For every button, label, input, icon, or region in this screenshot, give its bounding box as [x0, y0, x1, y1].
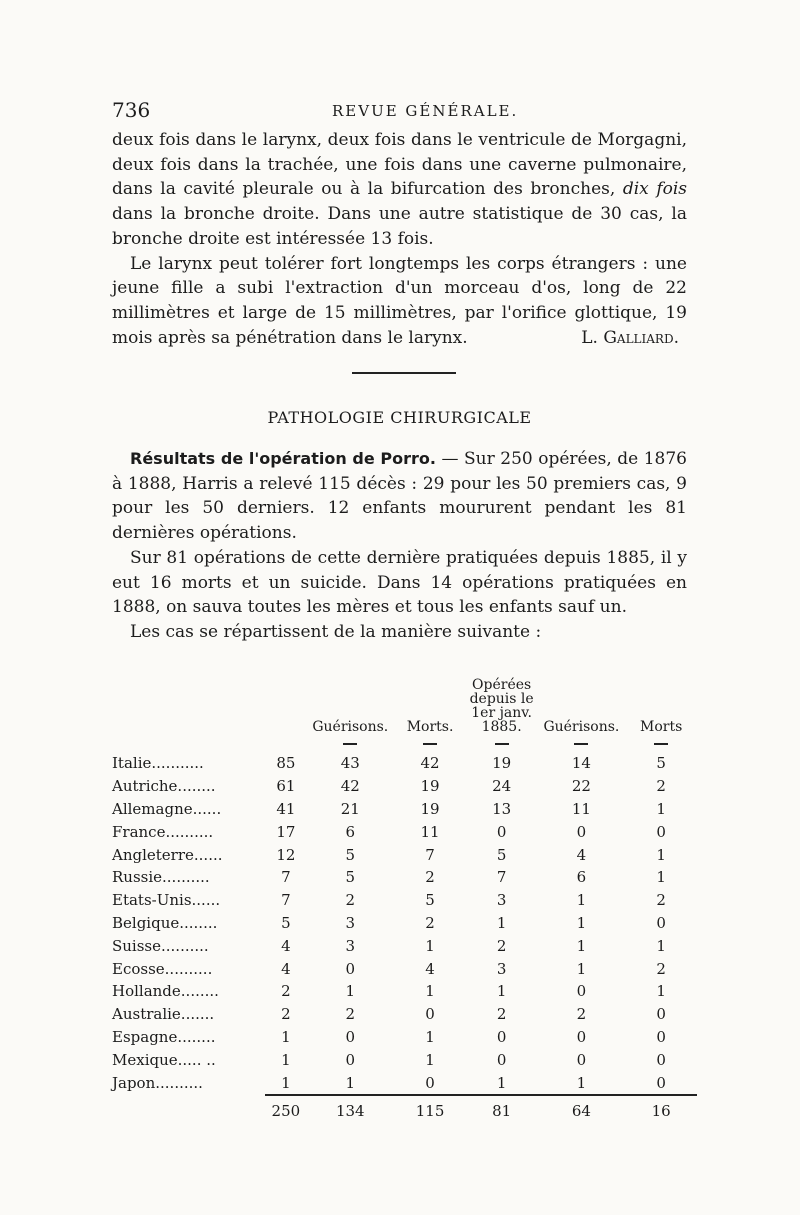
cell-total: 2	[281, 982, 291, 1001]
cell-morts: 5	[425, 891, 435, 910]
cell-morts: 19	[420, 777, 440, 796]
intro-paragraph-1-a: deux fois dans le larynx, deux fois dans le ventricule de Morgagni, deux fois dans la trachée, une fois dans une caverne pulmonaire, dans la cavité pleurale ou à la bifurcation des bronches,	[112, 130, 687, 200]
cell-morts-2: 2	[656, 777, 666, 796]
header-operees-line1: Opérées	[472, 677, 532, 693]
page-header	[112, 98, 687, 124]
cell-country: Allemagne......	[112, 799, 222, 818]
cell-since: 2	[496, 936, 507, 955]
cell-morts-2: 1	[656, 799, 666, 818]
dash-cell	[625, 734, 697, 752]
cell-morts-2: 0	[656, 1005, 666, 1024]
cell-guerisons-2: 0	[576, 982, 587, 1001]
section-divider	[352, 372, 456, 374]
cell-morts: 19	[420, 799, 440, 818]
table-row	[112, 752, 697, 775]
cell-morts-2: 2	[656, 891, 666, 910]
cell-total: 85	[276, 754, 296, 773]
cell-since: 0	[496, 822, 507, 841]
section-paragraph-1	[112, 447, 687, 546]
header-guerisons-2: Guérisons.	[543, 719, 620, 735]
intro-paragraph-1-b: dans la bronche droite. Dans une autre statistique de 30 cas, la bronche droite est intéressée 13 fois.	[112, 204, 687, 249]
intro-text	[112, 128, 687, 350]
cell-country: Belgique........	[112, 913, 218, 932]
cell-country: Autriche........	[112, 777, 216, 796]
dash-cell	[306, 734, 394, 752]
table-body	[112, 752, 697, 1095]
cell-since: 3	[496, 959, 507, 978]
cell-morts-2: 0	[656, 1027, 666, 1046]
section-paragraph-2: Sur 81 opérations de cette dernière pratiquées depuis 1885, il y eut 16 morts et un suicide. Dans 14 opérations pratiquées en 1888, on sauva toutes les mères et tous les enfants sauf un.	[112, 547, 687, 618]
cell-morts: 2	[425, 913, 435, 932]
cell-guerisons-2: 0	[576, 822, 587, 841]
cell-guerisons: 5	[345, 845, 356, 864]
cell-guerisons: 0	[345, 959, 356, 978]
dash-empty	[112, 734, 265, 752]
cell-since: 13	[492, 799, 512, 818]
cell-guerisons-2: 0	[576, 1027, 587, 1046]
table-row	[112, 843, 697, 866]
cell-morts: 0	[425, 1005, 435, 1024]
cell-morts-2: 1	[656, 936, 666, 955]
header-morts-2: Morts	[640, 719, 683, 735]
cell-morts: 4	[425, 959, 435, 978]
cell-morts-2: 2	[656, 959, 666, 978]
cell-guerisons: 3	[345, 936, 356, 955]
cell-guerisons-2: 1	[576, 891, 587, 910]
cell-morts: 42	[420, 754, 440, 773]
header-operees	[466, 662, 538, 734]
header-morts: Morts.	[406, 719, 454, 735]
cell-guerisons-2: 1	[576, 959, 587, 978]
cell-guerisons-2: 22	[571, 777, 591, 796]
running-title: REVUE GÉNÉRALE.	[332, 102, 519, 120]
cell-since: 5	[496, 845, 507, 864]
cell-morts-2: 0	[656, 913, 666, 932]
cell-since: 3	[496, 891, 507, 910]
cell-guerisons-2: 2	[576, 1005, 587, 1024]
cell-since: 19	[492, 754, 512, 773]
cell-guerisons-2: 1	[576, 913, 587, 932]
cell-total: 4	[281, 959, 291, 978]
totals-row	[112, 1095, 697, 1123]
cell-total: 12	[276, 845, 296, 864]
cell-total: 17	[276, 822, 296, 841]
table-dash-row	[112, 734, 697, 752]
header-total	[265, 662, 306, 734]
dash-cell	[537, 734, 625, 752]
dash-empty-2	[265, 734, 306, 752]
table-row	[112, 957, 697, 980]
table-row	[112, 889, 697, 912]
cell-since: 1	[496, 982, 507, 1001]
cell-country: France..........	[112, 822, 214, 841]
cell-morts: 1	[425, 936, 435, 955]
totals-guerisons-2: 64	[537, 1095, 625, 1123]
cell-country: Mexique..... ..	[112, 1050, 216, 1069]
section-text	[112, 447, 687, 645]
header-operees-line2: depuis le	[469, 691, 534, 707]
table-row	[112, 1003, 697, 1026]
cell-guerisons: 6	[345, 822, 356, 841]
table-row	[112, 866, 697, 889]
cell-since: 0	[496, 1050, 507, 1069]
table-row	[112, 798, 697, 821]
table-row	[112, 775, 697, 798]
cell-total: 2	[281, 1005, 291, 1024]
signature: L. Galliard.	[581, 327, 679, 348]
cell-total: 41	[276, 799, 296, 818]
cell-guerisons: 2	[345, 891, 356, 910]
cell-morts-2: 0	[656, 1050, 666, 1069]
intro-paragraph-1	[112, 128, 687, 252]
cell-total: 1	[281, 1073, 291, 1092]
totals-total: 250	[265, 1095, 306, 1123]
cell-guerisons: 0	[345, 1027, 356, 1046]
table-row	[112, 1048, 697, 1071]
cell-morts: 11	[420, 822, 440, 841]
page-number: 736	[112, 98, 151, 122]
cell-country: Japon..........	[112, 1074, 203, 1093]
dash-cell	[466, 734, 538, 752]
cell-guerisons: 3	[345, 913, 356, 932]
cell-morts-2: 1	[656, 868, 666, 887]
dash-cell	[394, 734, 466, 752]
cell-guerisons: 42	[340, 777, 360, 796]
section-paragraph-3: Les cas se répartissent de la manière suivante :	[130, 621, 542, 642]
cell-guerisons-2: 14	[571, 754, 591, 773]
cell-country: Espagne........	[112, 1027, 216, 1046]
cell-total: 7	[281, 868, 291, 887]
cell-guerisons-2: 6	[576, 868, 587, 887]
intro-paragraph-2	[112, 252, 687, 351]
section-paragraph-1-text: — Sur 250 opérées, de 1876 à 1888, Harris a relevé 115 décès : 29 pour les 50 premiers cas, 9 pour les 50 derniers. 12 enfants moururent pendant les 81 dernières opérations.	[112, 449, 688, 544]
cell-morts: 2	[425, 868, 435, 887]
cell-country: Ecosse..........	[112, 959, 213, 978]
cell-morts-2: 0	[656, 822, 666, 841]
section-title: PATHOLOGIE CHIRURGICALE	[267, 408, 532, 427]
cell-since: 24	[492, 777, 512, 796]
cell-country: Russie..........	[112, 868, 210, 887]
totals-morts: 115	[394, 1095, 466, 1123]
cell-since: 7	[496, 868, 507, 887]
table-row	[112, 1026, 697, 1049]
cell-guerisons: 1	[345, 1073, 356, 1092]
totals-label	[112, 1095, 265, 1123]
cell-total: 4	[281, 936, 291, 955]
cell-country: Australie.......	[112, 1005, 215, 1024]
cell-morts: 1	[425, 1050, 435, 1069]
cell-guerisons-2: 11	[571, 799, 591, 818]
cell-morts-2: 0	[656, 1073, 666, 1092]
cell-country: Etats-Unis......	[112, 891, 221, 910]
cell-morts: 7	[425, 845, 435, 864]
cell-total: 1	[281, 1027, 291, 1046]
cell-country: Hollande........	[112, 982, 219, 1001]
cell-guerisons-2: 0	[576, 1050, 587, 1069]
cell-morts: 1	[425, 1027, 435, 1046]
cell-guerisons-2: 1	[576, 936, 587, 955]
intro-paragraph-1-emphasis: dix fois	[622, 179, 688, 200]
cell-country: Suisse..........	[112, 936, 209, 955]
cell-since: 1	[496, 1073, 507, 1092]
cell-guerisons: 5	[345, 868, 356, 887]
cell-total: 5	[281, 913, 291, 932]
cell-total: 61	[276, 777, 296, 796]
results-table	[112, 662, 697, 1123]
cell-guerisons: 1	[345, 982, 356, 1001]
cell-morts: 1	[425, 982, 435, 1001]
dash-mark	[495, 743, 509, 745]
dash-mark	[654, 743, 668, 745]
cell-country: Angleterre......	[112, 845, 223, 864]
table-header-row	[112, 662, 697, 734]
cell-morts-2: 1	[656, 982, 666, 1001]
cell-guerisons: 43	[340, 754, 360, 773]
dash-mark	[574, 743, 588, 745]
cell-since: 0	[496, 1027, 507, 1046]
cell-guerisons: 2	[345, 1005, 356, 1024]
cell-guerisons-2: 4	[576, 845, 587, 864]
cell-morts-2: 1	[656, 845, 666, 864]
dash-mark	[343, 743, 357, 745]
header-country	[112, 662, 265, 734]
totals-guerisons: 134	[306, 1095, 394, 1123]
table-row	[112, 934, 697, 957]
cell-morts: 0	[425, 1073, 435, 1092]
intro-paragraph-2-text: Le larynx peut tolérer fort longtemps les corps étrangers : une jeune fille a subi l'extraction d'un morceau d'os, long de 22 millimètres et large de 15 millimètres, par l'orifice glottique, 19 mois après sa pénétration dans le larynx.	[112, 253, 687, 348]
table-row	[112, 820, 697, 843]
table-row	[112, 1071, 697, 1095]
dash-mark	[423, 743, 437, 745]
cell-total: 1	[281, 1050, 291, 1069]
table-row	[112, 912, 697, 935]
section-lead: Résultats de l'opération de Porro.	[130, 449, 436, 468]
cell-since: 2	[496, 1005, 507, 1024]
cell-total: 7	[281, 891, 291, 910]
header-guerisons: Guérisons.	[312, 719, 389, 735]
cell-guerisons: 21	[340, 799, 360, 818]
cell-morts-2: 5	[656, 754, 666, 773]
cell-guerisons: 0	[345, 1050, 356, 1069]
cell-since: 1	[496, 913, 507, 932]
header-operees-line4: 1885.	[481, 719, 522, 735]
header-operees-line3: 1er janv.	[471, 705, 532, 721]
cell-guerisons-2: 1	[576, 1073, 587, 1092]
table-row	[112, 980, 697, 1003]
totals-since: 81	[466, 1095, 538, 1123]
totals-morts-2: 16	[625, 1095, 697, 1123]
cell-country: Italie...........	[112, 754, 204, 773]
